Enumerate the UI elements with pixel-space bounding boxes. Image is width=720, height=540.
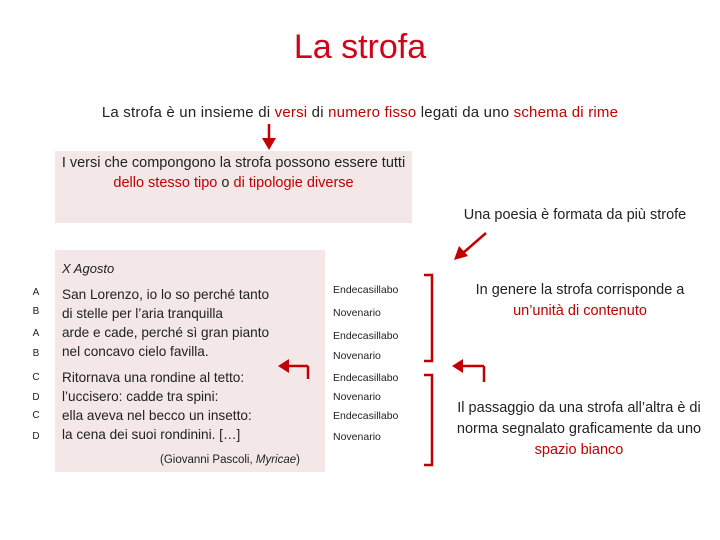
rhyme-letter: C — [32, 372, 40, 383]
note-highlight: spazio bianco — [534, 442, 624, 458]
poem-line: arde e cade, perché sì gran pianto — [62, 325, 270, 340]
rhyme-letter: A — [32, 287, 40, 298]
arrow-left-icon — [276, 355, 320, 381]
poem-strophes-note: Una poesia è formata da più strofe — [463, 207, 687, 223]
poem-line: di stelle per l’aria tranquilla — [62, 306, 223, 321]
subtitle-highlight: numero fisso — [328, 104, 417, 121]
content-unit-note — [450, 280, 710, 322]
box-text: o — [217, 175, 234, 191]
white-space-note — [440, 398, 718, 461]
rhyme-letter: C — [32, 410, 40, 421]
note-highlight: un’unità di contenuto — [513, 303, 647, 319]
bracket-icon — [418, 272, 436, 364]
subtitle-highlight: versi — [274, 104, 308, 121]
box-highlight: di tipologie diverse — [233, 175, 354, 191]
note-text: In genere la strofa corrisponde a — [475, 282, 685, 298]
box-text: I versi che compongono la strofa possono essere tutti — [61, 155, 406, 171]
meter-label: Endecasillabo — [333, 284, 399, 296]
subtitle-part: di — [307, 104, 329, 121]
meter-label: Novenario — [333, 391, 381, 403]
arrow-down-icon — [256, 122, 282, 152]
subtitle-highlight: schema di rime — [513, 104, 619, 121]
meter-label: Endecasillabo — [333, 372, 399, 384]
poem-line: San Lorenzo, io lo so perché tanto — [62, 287, 270, 302]
meter-label: Endecasillabo — [333, 330, 399, 342]
subtitle — [0, 104, 720, 121]
meter-label: Novenario — [333, 307, 381, 319]
credit-author: (Giovanni Pascoli, — [160, 454, 256, 466]
bracket-icon — [418, 372, 436, 468]
credit-end: ) — [296, 454, 300, 466]
box-highlight: dello stesso tipo — [113, 175, 218, 191]
subtitle-part: legati da uno — [416, 104, 514, 121]
poem-line: l’uccisero: cadde tra spini: — [62, 389, 219, 404]
arrow-diagonal-icon — [450, 230, 490, 262]
subtitle-part: La strofa è un insieme di — [101, 104, 275, 121]
note-text: Il passaggio da una strofa all’altra è di norma segnalato graficamente da uno — [456, 400, 702, 437]
poem-line: ella aveva nel becco un insetto: — [62, 408, 252, 423]
page-title: La strofa — [293, 28, 427, 66]
poem-credit — [160, 454, 300, 466]
meter-label: Endecasillabo — [333, 410, 399, 422]
meter-label: Novenario — [333, 431, 381, 443]
credit-work: Myricae — [255, 454, 297, 466]
poem-line: Ritornava una rondine al tetto: — [62, 370, 245, 385]
poem-line: la cena dei suoi rondinini. […] — [62, 427, 241, 442]
rhyme-letter: D — [32, 392, 40, 403]
poem-line: nel concavo cielo favilla. — [62, 344, 209, 359]
rhyme-letter: A — [32, 328, 40, 339]
arrow-left-icon — [450, 354, 494, 384]
rhyme-letter: B — [32, 306, 40, 317]
poem-title: X Agosto — [62, 261, 115, 276]
rhyme-letter: B — [32, 348, 40, 359]
rhyme-letter: D — [32, 431, 40, 442]
verses-info-box — [55, 151, 412, 223]
meter-label: Novenario — [333, 350, 381, 362]
